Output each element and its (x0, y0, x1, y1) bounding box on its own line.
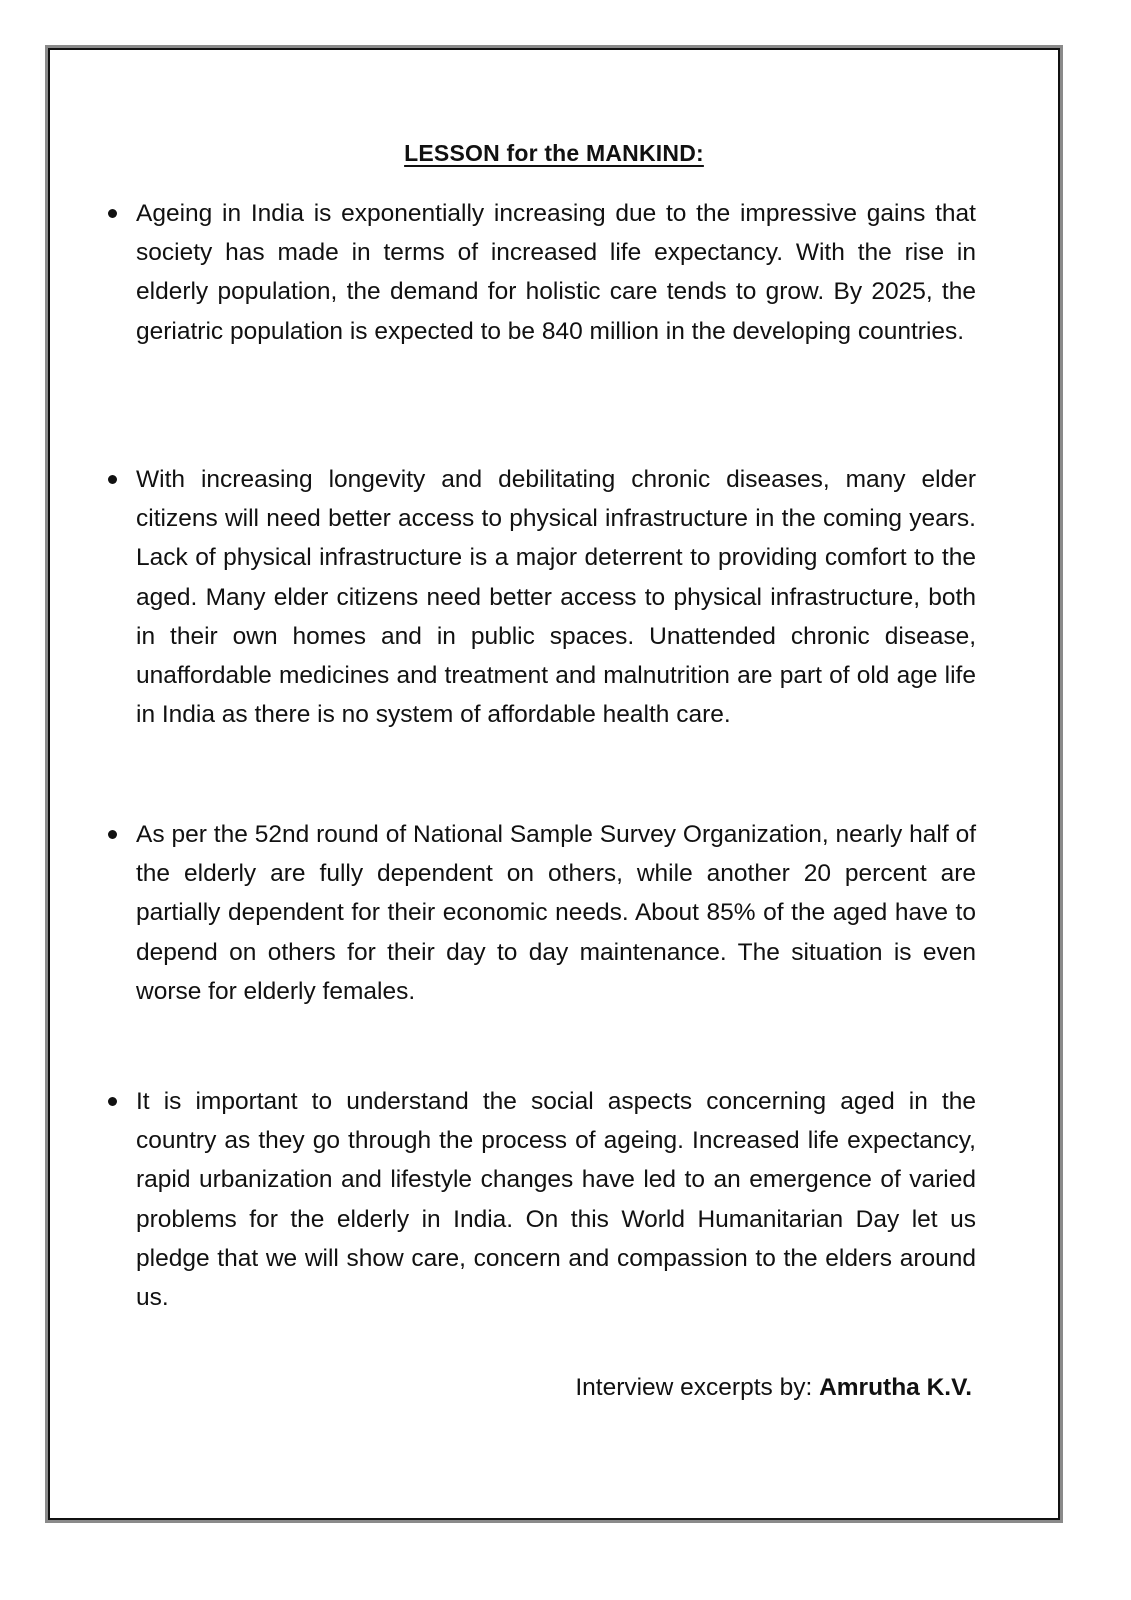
page-title: LESSON for the MANKIND: (404, 140, 704, 166)
page-border (45, 45, 1063, 1523)
bullet-item-infrastructure (108, 460, 976, 734)
bullet-icon (108, 209, 117, 218)
bullet-text: It is important to understand the social aspects concerning aged in the country as they go through the process of ageing. Increased life expectancy, rapid urbanization and lifestyle changes have led to an emergence of varied problems for the elderly in India. On this World Humanitarian Day let us pledge that we will show care, concern and compassion to the elders around us. (136, 1088, 976, 1312)
signature-author: Amrutha K.V. (819, 1374, 972, 1401)
signature-prefix: Interview excerpts by: (575, 1374, 820, 1401)
bullet-text: Ageing in India is exponentially increasing due to the impressive gains that society has made in terms of increased life expectancy. With the rise in elderly population, the demand for holistic care tends to grow. By 2025, the geriatric population is expected to be 840 million in the developing countries. (136, 200, 976, 345)
bullet-item-ageing (108, 194, 976, 351)
bullet-icon (108, 475, 117, 484)
bullet-icon (108, 1097, 117, 1106)
bullet-item-social-aspects (108, 1082, 976, 1317)
bullet-item-nsso (108, 815, 976, 1011)
bullet-text: As per the 52nd round of National Sample Survey Organization, nearly half of the elderly are fully dependent on others, while another 20 percent are partially dependent for their economic needs. About 85% of the aged have to depend on others for their day to day maintenance. The situation is even worse for elderly females. (136, 821, 976, 1005)
signature-line (575, 1374, 972, 1402)
bullet-icon (108, 830, 117, 839)
bullet-text: With increasing longevity and debilitating chronic diseases, many elder citizens will need better access to physical infrastructure in the coming years. Lack of physical infrastructure is a major deterrent to providing comfort to the aged. Many elder citizens need better access to physical infrastructure, both in their own homes and in public spaces. Unattended chronic disease, unaffordable medicines and treatment and malnutrition are part of old age life in India as there is no system of affordable health care. (136, 466, 976, 729)
